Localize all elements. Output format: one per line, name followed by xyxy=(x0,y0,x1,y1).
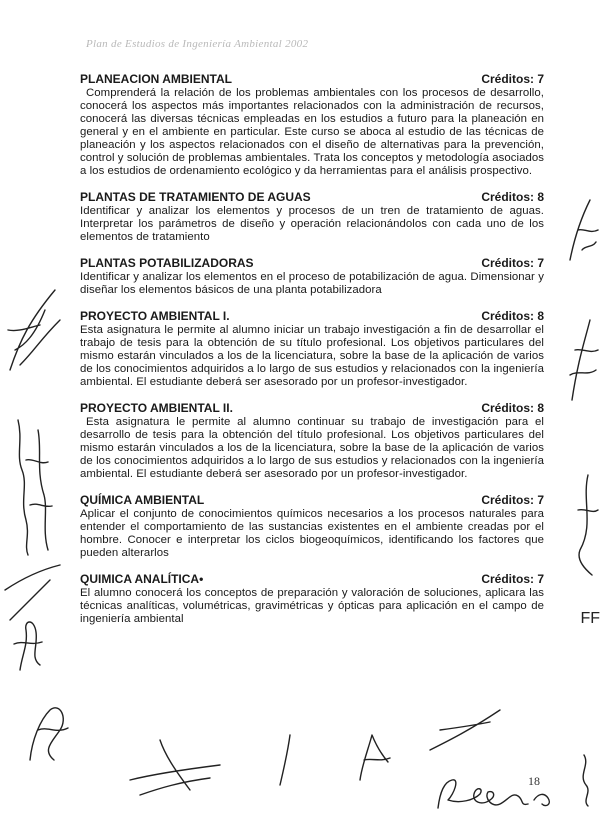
signature-bottom-3 xyxy=(340,720,400,790)
page-header: Plan de Estudios de Ingeniería Ambiental 2002 xyxy=(86,38,309,50)
course-credits: Créditos: 8 xyxy=(481,309,544,323)
course-plantas-potabilizadoras xyxy=(80,256,544,297)
course-planeacion-ambiental xyxy=(80,72,544,178)
course-plantas-tratamiento xyxy=(80,190,544,244)
course-heading xyxy=(80,401,544,416)
page-number: 18 xyxy=(528,774,540,788)
signature-right-lower xyxy=(568,470,600,580)
signature-bottom-5 xyxy=(430,770,570,818)
signature-left-lower xyxy=(0,560,70,680)
signature-right-middle xyxy=(560,310,600,410)
course-quimica-ambiental xyxy=(80,493,544,560)
course-credits: Créditos: 7 xyxy=(481,572,544,586)
course-title: PROYECTO AMBIENTAL I. xyxy=(80,309,230,323)
course-heading xyxy=(80,493,544,508)
course-description: Identificar y analizar los elementos en el proceso de potabilización de agua. Dimensionar y diseñar los elementos básicos de una planta potabilizadora xyxy=(80,271,544,296)
course-credits: Créditos: 8 xyxy=(481,190,544,204)
course-description: El alumno conocerá los conceptos de preparación y valoración de soluciones, aplicara las técnicas analíticas, volumétricas, gravimétricas y ópticas para aplicación en el campo de ingeniería ambiental xyxy=(80,587,544,625)
signature-left-vertical xyxy=(8,410,68,560)
course-quimica-analitica xyxy=(80,572,544,626)
course-description: Esta asignatura le permite al alumno iniciar un trabajo investigación a fin de desarrollar el trabajo de tesis para la obtención de su título profesional. Los objetivos particulares del mismo estarán vinculados a los de la licenciatura, sobre la base de la aplicación de varios de los conocimientos adquiridos a lo largo de sus estudios y relacionados con la ingeniería ambiental. El estudiante deberá ser asesorado por un profesor-investigador. xyxy=(80,324,544,388)
signature-left-top xyxy=(0,280,70,380)
course-description: Identificar y analizar los elementos y procesos de un tren de tratamiento de aguas. Interpretar los parámetros de diseño y operación relacionándolos con cada uno de los elementos de tratamiento xyxy=(80,205,544,243)
signature-bottom-1 xyxy=(120,720,230,800)
margin-mark: FF xyxy=(580,610,600,627)
course-credits: Créditos: 7 xyxy=(481,256,544,270)
signature-bottom-4 xyxy=(420,700,510,760)
course-title: PLANEACION AMBIENTAL xyxy=(80,72,232,86)
course-title: PLANTAS DE TRATAMIENTO DE AGUAS xyxy=(80,190,311,204)
signature-right-top xyxy=(560,190,600,270)
course-description: Comprenderá la relación de los problemas ambientales con los procesos de desarrollo, conocerá los aspectos más importantes relacionados con la administración de recursos, conocerá las diversas técnicas empleadas en los estudios a futuro para la planeación en general y en el ambiente en particular. Este curso se aboca al estudio de las técnicas de planeación y los aspectos relacionados con el diseño de alternativas para la prevención, control y solución de problemas ambientales. Trata los conceptos y metodología asociados a los estudios de ordenamiento ecológico y da herramientas para el análisis prospectivo. xyxy=(80,87,544,177)
course-description: Aplicar el conjunto de conocimientos químicos necesarios a los procesos naturales para entender el comportamiento de las sustancias existentes en el ambiente creadas por el hombre. Conocer e interpretar los ciclos biogeoquímicos, identificando los factores que pueden alterarlos xyxy=(80,508,544,559)
course-description: Esta asignatura le permite al alumno continuar su trabajo de investigación para el desarrollo de tesis para la obtención del título profesional. Los objetivos particulares del mismo estarán vinculados a los de la licenciatura, sobre la base de la aplicación de varios de los conocimientos adquiridos a lo largo de sus estudios y relacionados con la ingeniería ambiental. El estudiante deberá ser asesorado por un profesor-investigador. xyxy=(80,416,544,480)
signature-left-bottom xyxy=(20,690,80,770)
course-heading xyxy=(80,256,544,271)
course-title: PROYECTO AMBIENTAL II. xyxy=(80,401,233,415)
course-title: QUIMICA ANALÍTICA• xyxy=(80,572,204,586)
course-title: PLANTAS POTABILIZADORAS xyxy=(80,256,254,270)
course-heading xyxy=(80,309,544,324)
signature-bottom-right xyxy=(568,750,600,810)
course-proyecto-ambiental-2 xyxy=(80,401,544,481)
course-heading xyxy=(80,572,544,587)
course-heading xyxy=(80,72,544,87)
course-heading xyxy=(80,190,544,205)
course-title: QUÍMICA AMBIENTAL xyxy=(80,493,205,507)
course-proyecto-ambiental-1 xyxy=(80,309,544,389)
course-list xyxy=(80,72,544,638)
course-credits: Créditos: 7 xyxy=(481,72,544,86)
signature-bottom-2 xyxy=(270,730,310,790)
course-credits: Créditos: 7 xyxy=(481,493,544,507)
course-credits: Créditos: 8 xyxy=(481,401,544,415)
